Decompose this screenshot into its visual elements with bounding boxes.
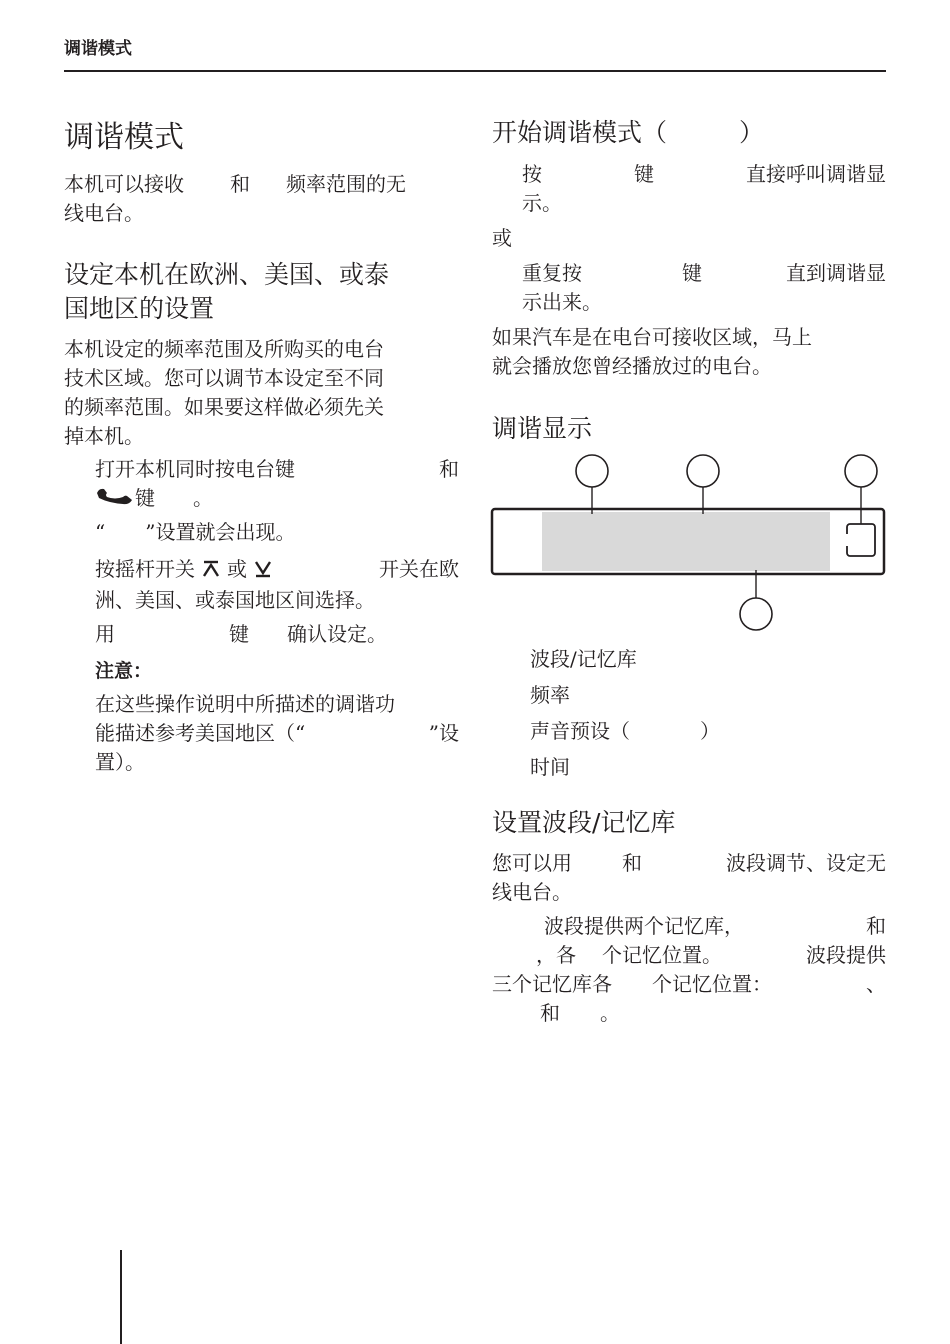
page-edge-bar <box>120 1250 122 1344</box>
callout-3 <box>845 455 877 487</box>
auto-play-paragraph: 如果汽车是在电台可接收区域，马上 就会播放您曾经播放过的电台。 <box>492 325 812 378</box>
callout-4 <box>740 598 772 630</box>
legend-time: 时间 <box>530 755 570 779</box>
running-header: 调谐模式 <box>64 39 132 59</box>
step-4: 用 键 确认设定。 <box>95 622 387 646</box>
region-paragraph: 本机设定的频率范围及所购买的电台 技术区域。您可以调节本设定至不同 的频率范围。如果要这样做必须先关 掉本机。 <box>64 337 384 448</box>
rocker-down-icon <box>253 557 273 586</box>
phone-icon <box>95 485 135 515</box>
or-label: 或 <box>492 226 512 250</box>
band-memory-heading: 设置波段/记忆库 <box>492 808 676 837</box>
band-paragraph-2: 波段提供两个记忆库， 和 ，各 个记忆位置。 波段提供 三个记忆库各 个记忆位置： 、 和 。 <box>492 914 886 1025</box>
section-title-tuning-mode: 调谐模式 <box>64 120 184 155</box>
rocker-up-icon <box>201 557 221 586</box>
step-1: 打开本机同时按电台键 和 键 。 <box>95 455 465 515</box>
region-setting-heading: 设定本机在欧洲、美国、或泰 国地区的设置 <box>64 260 390 323</box>
legend-frequency: 频率 <box>530 683 570 707</box>
callout-1 <box>576 455 608 487</box>
clock-icon <box>843 524 875 556</box>
start-step-1: 按 键 直接呼叫调谐显 示。 <box>522 162 886 215</box>
step-2: “ ”设置就会出现。 <box>95 520 296 544</box>
tuning-display-heading: 调谐显示 <box>492 414 593 443</box>
display-screen <box>542 512 830 571</box>
tuning-display-diagram <box>488 448 888 638</box>
legend-band: 波段/记忆库 <box>530 647 637 671</box>
note-paragraph: 在这些操作说明中所描述的调谐功 能描述参考美国地区（“ ”设 置）。 <box>95 692 459 774</box>
legend-sound-preset: 声音预设（ ） <box>530 719 720 743</box>
header-rule <box>64 70 886 72</box>
start-step-2: 重复按 键 直到调谐显 示出来。 <box>522 261 886 314</box>
intro-paragraph: 本机可以接收 和 频率范围的无 线电台。 <box>64 172 406 225</box>
callout-2 <box>687 455 719 487</box>
start-tuning-heading: 开始调谐模式（ ） <box>492 118 765 147</box>
band-paragraph-1: 您可以用 和 波段调节、设定无 线电台。 <box>492 851 886 904</box>
step-3: 按摇杆开关 或 开关在欧 洲、美国、或泰国地区间选择。 <box>95 557 459 612</box>
note-label: 注意： <box>95 660 153 682</box>
